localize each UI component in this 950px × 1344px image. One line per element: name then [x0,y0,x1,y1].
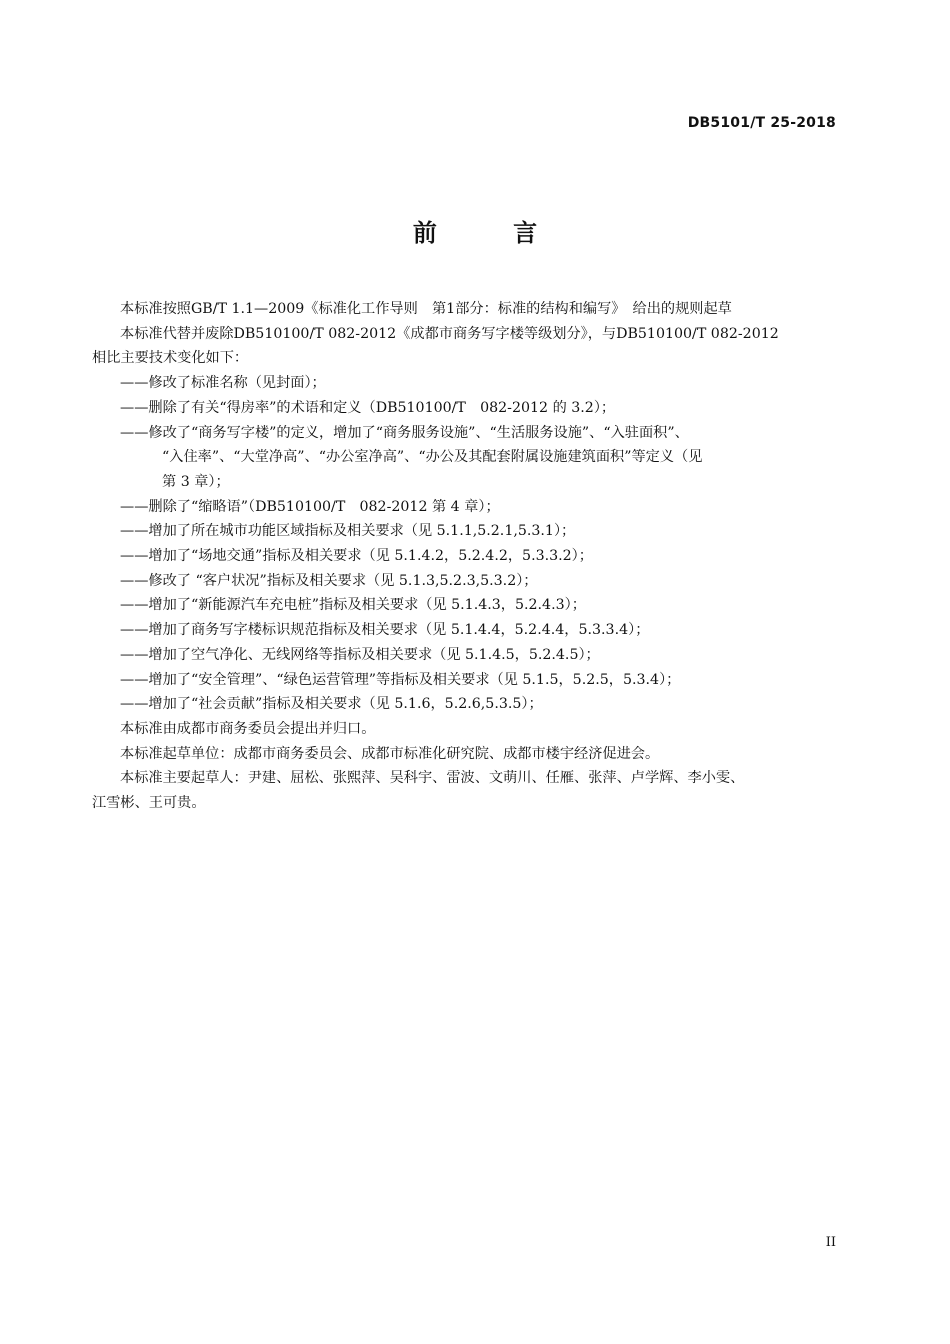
paragraph-drafting-rules: 本标准按照GB/T 1.1—2009《标准化工作导则 第1部分：标准的结构和编写》 给出的规则起草 [120,301,732,317]
foreword-body [92,297,862,816]
paragraph-drafting-units: 本标准起草单位：成都市商务委员会、成都市标准化研究院、成都市楼宇经济促进会。 [120,745,660,762]
list-item: ——修改了“商务写字楼”的定义，增加了“商务服务设施”、“生活服务设施”、“入驻面积”、 [120,424,689,441]
list-item: ——增加了“新能源汽车充电桩”指标及相关要求（见 5.1.4.3，5.2.4.3）； [120,597,586,614]
list-item: ——增加了所在城市功能区域指标及相关要求（见 5.1.1,5.2.1,5.3.1）； [120,523,576,540]
list-item: ——删除了有关“得房率”的术语和定义（DB510100/T 082-2012 的 3.2）； [120,399,616,416]
list-item: ——增加了“安全管理”、“绿色运营管理”等指标及相关要求（见 5.1.5，5.2.5，5.3.4）； [120,671,681,688]
list-item-cont: “入住率”、“大堂净高”、“办公室净高”、“办公及其配套附属设施建筑面积”等定义（见 [162,449,703,466]
paragraph-replacement-cont: 相比主要技术变化如下： [92,350,249,367]
list-item-cont: 第 3 章）； [162,473,230,490]
document-code: DB5101/T 25-2018 [687,115,836,131]
paragraph-drafters-cont: 江雪彬、王可贵。 [92,795,206,812]
list-item: ——修改了标准名称（见封面）； [120,375,326,392]
list-item: ——增加了“社会贡献”指标及相关要求（见 5.1.6，5.2.6,5.3.5）； [120,696,543,713]
paragraph-proposer: 本标准由成都市商务委员会提出并归口。 [120,720,376,737]
paragraph-replacement: 本标准代替并废除DB510100/T 082-2012《成都市商务写字楼等级划分》，与DB510100/T 082-2012 [120,325,779,342]
page-title: 前 言 [412,219,572,247]
list-item: ——增加了空气净化、无线网络等指标及相关要求（见 5.1.4.5，5.2.4.5）； [120,646,600,663]
list-item: ——修改了 “客户状况”指标及相关要求（见 5.1.3,5.2.3,5.3.2）； [120,572,538,589]
list-item: ——增加了“场地交通”指标及相关要求（见 5.1.4.2，5.2.4.2，5.3.3.2）； [120,548,593,565]
paragraph-drafters: 本标准主要起草人：尹建、屈松、张熙萍、吴科宇、雷波、文萌川、任雁、张萍、卢学辉、李小雯、 [120,770,745,787]
list-item: ——增加了商务写字楼标识规范指标及相关要求（见 5.1.4.4，5.2.4.4，5.3.3.4）； [120,622,650,639]
page-number: II [825,1235,836,1250]
list-item: ——删除了“缩略语”（DB510100/T 082-2012 第 4 章）； [120,498,500,515]
